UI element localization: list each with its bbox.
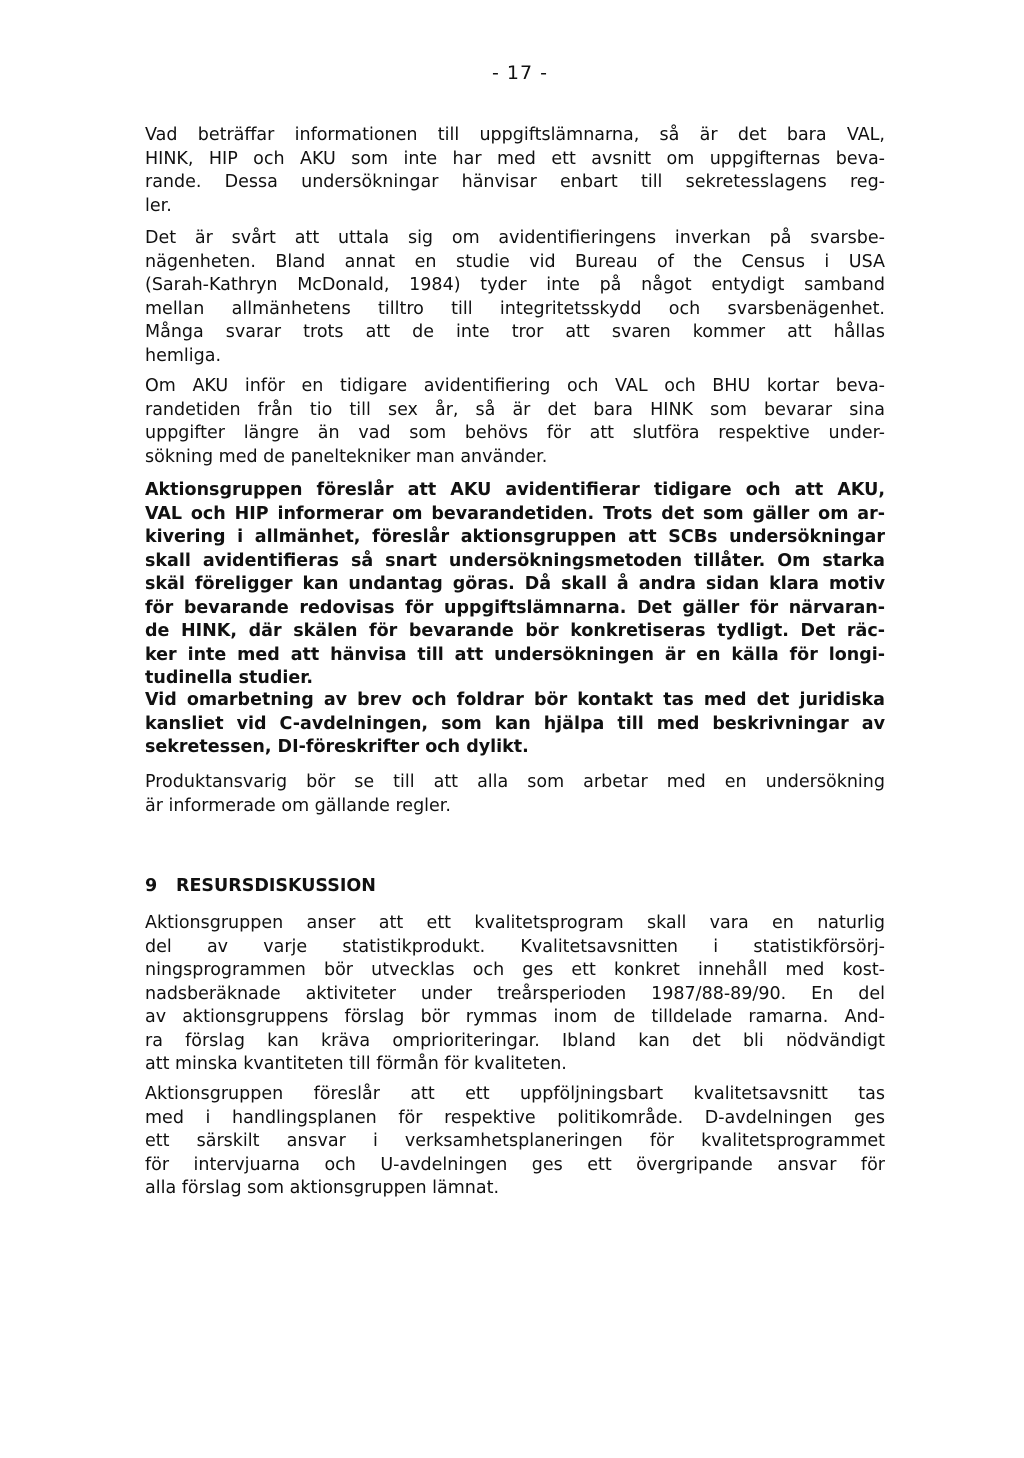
- text-line: uppgifter längre än vad som behövs för att slutföra respektive under-: [145, 423, 885, 443]
- text-line: alla förslag som aktionsgruppen lämnat.: [145, 1178, 500, 1198]
- paragraph-7: [145, 912, 885, 1077]
- text-line: hemliga.: [145, 345, 222, 366]
- text-line: Vid omarbetning av brev och foldrar bör kontakt tas med det juridiska: [145, 690, 885, 710]
- text-line: av aktionsgruppens förslag bör rymmas inom de tilldelade ramarna. And-: [145, 1007, 885, 1027]
- text-line: Många svarar trots att de inte tror att svaren kommer att hållas: [145, 322, 885, 342]
- text-line: ett särskilt ansvar i verksamhetsplaneringen för kvalitetsprogrammet: [145, 1131, 885, 1151]
- text-line: skall avidentifieras så snart undersökningsmetoden tillåter. Om starka: [145, 550, 885, 571]
- page-number: - 17 -: [492, 62, 548, 84]
- section-title: RESURSDISKUSSION: [176, 876, 376, 896]
- text-line: Aktionsgruppen anser att ett kvalitetsprogram skall vara en naturlig: [145, 913, 885, 933]
- text-line: mellan allmänhetens tilltro till integritetsskydd och svarsbenägenhet.: [145, 298, 885, 319]
- text-line: Det är svårt att uttala sig om avidentifieringens inverkan på svarsbe-: [145, 228, 885, 248]
- text-line: kansliet vid C-avdelningen, som kan hjälpa till med beskrivningar av: [145, 713, 885, 734]
- text-line: nägenheten. Bland annat en studie vid Bureau of the Census i USA: [145, 251, 885, 272]
- text-line: kivering i allmänhet, föreslår aktionsgruppen att SCBs undersökningar: [145, 527, 885, 547]
- text-line: Om AKU inför en tidigare avidentifiering och VAL och BHU kortar beva-: [145, 376, 885, 396]
- section-number: 9: [145, 876, 158, 896]
- text-line: rande. Dessa undersökningar hänvisar enbart till sekretesslagens reg-: [145, 172, 885, 192]
- text-line: Aktionsgruppen föreslår att AKU avidentifierar tidigare och att AKU,: [145, 480, 885, 500]
- text-line: skäl föreligger kan undantag göras. Då skall å andra sidan klara motiv: [145, 574, 885, 594]
- paragraph-8: [145, 1083, 885, 1201]
- text-line: ra förslag kan kräva omprioriteringar. Ibland kan det bli nödvändigt: [145, 1030, 885, 1051]
- text-line: ler.: [145, 195, 172, 216]
- text-line: Aktionsgruppen föreslår att ett uppföljningsbart kvalitetsavsnitt tas: [145, 1084, 885, 1104]
- text-line: tudinella studier.: [145, 668, 313, 688]
- text-line: för bevarande redovisas för uppgiftslämnarna. Det gäller för närvaran-: [145, 597, 885, 618]
- section-heading: [145, 876, 376, 896]
- text-line: randetiden från tio till sex år, så är det bara HINK som bevarar sina: [145, 399, 885, 420]
- paragraph-3: [145, 375, 885, 469]
- text-line: sökning med de paneltekniker man använder.: [145, 446, 548, 467]
- text-line: sekretessen, DI-föreskrifter och dylikt.: [145, 737, 529, 757]
- text-line: att minska kvantiteten till förmån för kvaliteten.: [145, 1054, 567, 1074]
- text-line: ningsprogrammen bör utvecklas och ges ett konkret innehåll med kost-: [145, 960, 885, 980]
- paragraph-5-bold: [145, 689, 885, 760]
- paragraph-1: [145, 124, 885, 218]
- text-line: Produktansvarig bör se till att alla som arbetar med en undersökning: [145, 772, 885, 792]
- paragraph-2: [145, 227, 885, 368]
- text-line: del av varje statistikprodukt. Kvalitetsavsnitten i statistikförsörj-: [145, 936, 885, 957]
- text-line: HINK, HIP och AKU som inte har med ett avsnitt om uppgifternas beva-: [145, 148, 885, 169]
- text-line: ker inte med att hänvisa till att undersökningen är en källa för longi-: [145, 644, 885, 665]
- text-line: är informerade om gällande regler.: [145, 795, 451, 816]
- text-line: de HINK, där skälen för bevarande bör konkretiseras tydligt. Det räc-: [145, 621, 885, 641]
- text-line: för intervjuarna och U-avdelningen ges ett övergripande ansvar för: [145, 1154, 885, 1175]
- text-line: VAL och HIP informerar om bevarandetiden. Trots det som gäller om ar-: [145, 503, 885, 524]
- paragraph-6: [145, 771, 885, 818]
- text-line: med i handlingsplanen för respektive politikområde. D-avdelningen ges: [145, 1107, 885, 1128]
- paragraph-4-bold: [145, 479, 885, 691]
- text-line: (Sarah-Kathryn McDonald, 1984) tyder inte på något entydigt samband: [145, 275, 885, 295]
- text-line: nadsberäknade aktiviteter under treårsperioden 1987/88-89/90. En del: [145, 983, 885, 1004]
- text-line: Vad beträffar informationen till uppgiftslämnarna, så är det bara VAL,: [145, 125, 885, 145]
